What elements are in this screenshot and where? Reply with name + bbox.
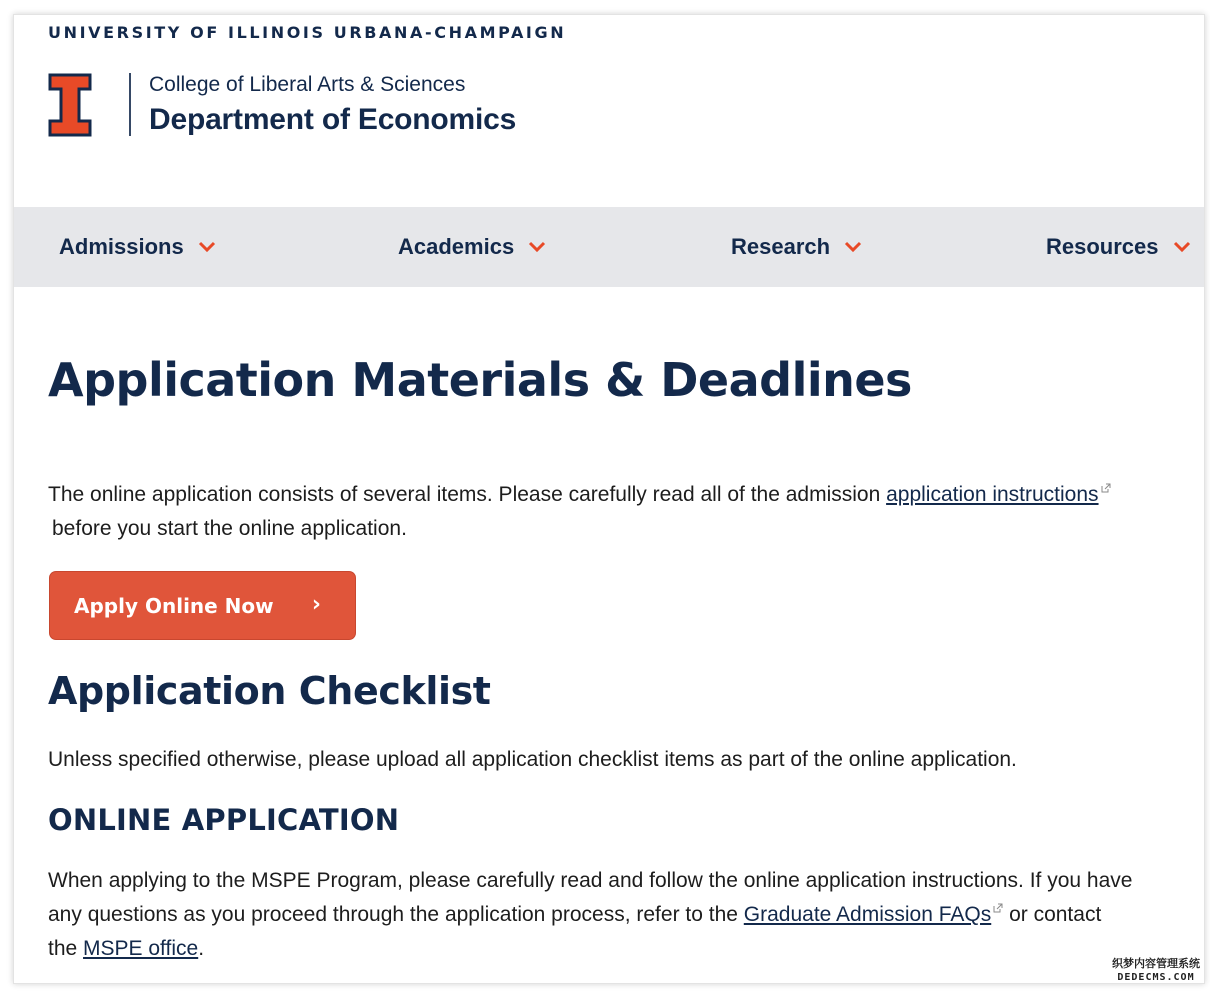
watermark	[1112, 958, 1200, 984]
online-application-heading: ONLINE APPLICATION	[48, 803, 400, 837]
checklist-heading: Application Checklist	[48, 669, 491, 713]
intro-paragraph	[48, 478, 1178, 546]
online-app-line2-after: or contact	[1003, 903, 1102, 926]
college-name[interactable]: College of Liberal Arts & Sciences	[149, 73, 466, 96]
watermark-line1: 织梦内容管理系统	[1112, 958, 1200, 970]
online-app-line2: any questions as you proceed through the application process, refer to the	[48, 903, 744, 926]
nav-item-academics[interactable]	[398, 207, 546, 287]
page-frame	[13, 14, 1205, 984]
mspe-office-link[interactable]: MSPE office	[83, 937, 199, 960]
nav-item-label: Research	[731, 234, 831, 259]
apply-online-button[interactable]	[50, 572, 355, 639]
application-instructions-link[interactable]: application instructions	[886, 483, 1099, 506]
page-title: Application Materials & Deadlines	[48, 353, 912, 407]
nav-item-label: Resources	[1046, 234, 1159, 259]
brand-divider	[129, 73, 131, 136]
main-nav	[14, 207, 1205, 287]
online-app-line1: When applying to the MSPE Program, please carefully read and follow the online application instructions. If you have	[48, 869, 1133, 892]
chevron-down-icon	[198, 241, 216, 253]
chevron-down-icon	[844, 241, 862, 253]
nav-item-label: Academics	[398, 234, 515, 259]
nav-item-label: Admissions	[59, 234, 184, 259]
block-i-icon[interactable]	[48, 73, 92, 137]
nav-item-research[interactable]	[731, 207, 862, 287]
apply-button-label: Apply Online Now	[74, 593, 274, 618]
external-link-icon	[1101, 483, 1111, 493]
nav-item-resources[interactable]	[1046, 207, 1191, 287]
online-app-line3-after: .	[198, 937, 205, 960]
nav-item-admissions[interactable]	[59, 207, 216, 287]
graduate-faq-link[interactable]: Graduate Admission FAQs	[743, 903, 992, 926]
intro-text-after: before you start the online application.	[52, 517, 407, 540]
chevron-down-icon	[1173, 241, 1191, 253]
online-application-paragraph	[48, 864, 1188, 966]
intro-text: The online application consists of several items. Please carefully read all of the admission	[48, 483, 887, 506]
chevron-right-icon: ›	[311, 592, 321, 617]
external-link-icon	[993, 903, 1003, 913]
department-name[interactable]: Department of Economics	[149, 103, 517, 136]
department-branding[interactable]	[48, 73, 648, 137]
online-app-line3: the	[48, 937, 84, 960]
checklist-paragraph: Unless specified otherwise, please upload all application checklist items as part of the online application.	[48, 748, 1017, 771]
university-name[interactable]: UNIVERSITY OF ILLINOIS URBANA-CHAMPAIGN	[48, 23, 567, 42]
chevron-down-icon	[528, 241, 546, 253]
watermark-line2: DEDECMS.COM	[1117, 972, 1195, 983]
